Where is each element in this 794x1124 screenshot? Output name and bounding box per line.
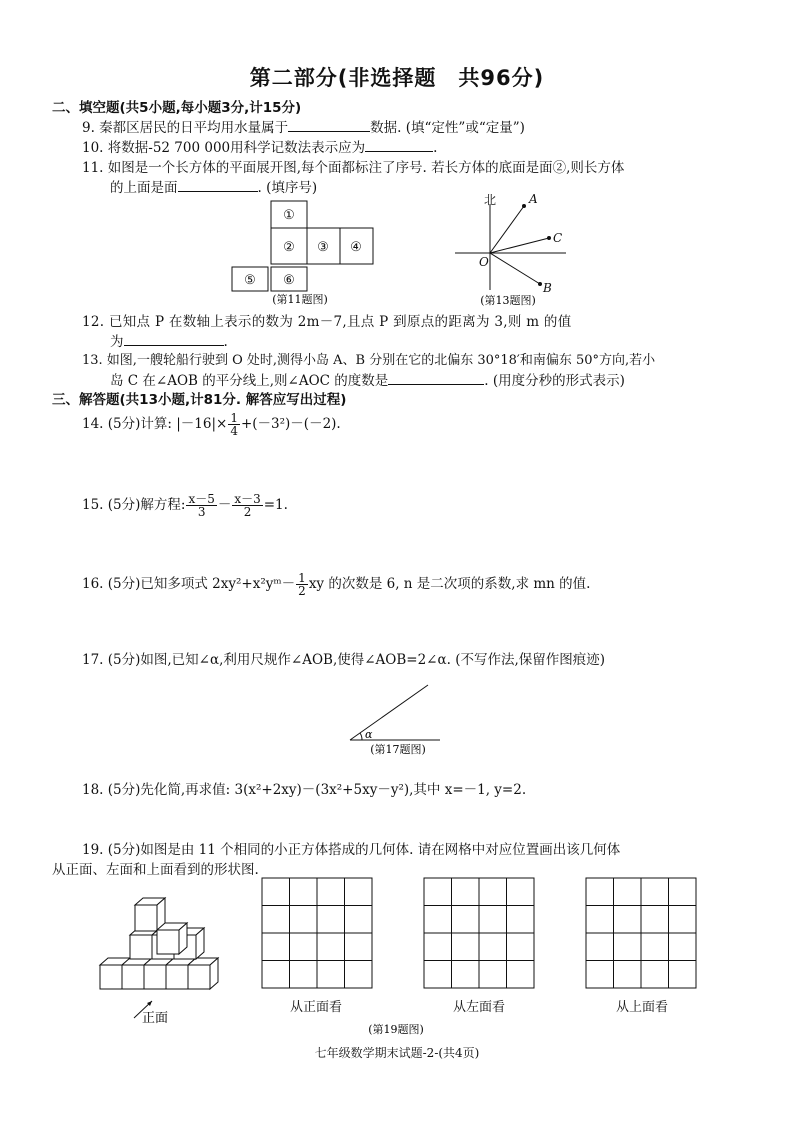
figure-13-caption: (第13题图) — [480, 294, 536, 307]
alpha-label: α — [365, 728, 373, 741]
section2-heading: 二、填空题(共5小题,每小题3分,计15分) — [52, 100, 302, 116]
question-10: 10. 将数据-52 700 000用科学记数法表示应为 . — [82, 140, 438, 156]
question-18: 18. (5分)先化简,再求值: 3(x²+2xy)－(3x²+5xy－y²),其中 x=－1, y=2. — [82, 782, 527, 798]
label-A: A — [529, 192, 538, 206]
label-left-view: 从左面看 — [452, 1000, 506, 1015]
grid-left-view — [424, 878, 534, 988]
point-A — [522, 204, 526, 208]
net-label-4: ④ — [350, 240, 362, 255]
answer-blank-13[interactable] — [388, 372, 484, 385]
figure-17-caption: (第17题图) — [370, 743, 426, 756]
ray-OB — [490, 253, 540, 284]
page-footer: 七年级数学期末试题-2-(共4页) — [314, 1046, 480, 1060]
net-label-6: ⑥ — [283, 273, 295, 288]
point-B — [538, 282, 542, 286]
angle-arc — [360, 733, 362, 740]
question-11-line2: 的上面是面 . (填序号) — [110, 180, 318, 196]
net-label-2: ② — [283, 240, 295, 255]
question-13-line1: 13. 如图,一艘轮船行驶到 O 处时,测得小岛 A、B 分别在它的北偏东 30°18′和南偏东 50°方向,若小 — [82, 353, 656, 368]
question-19-line2: 从正面、左面和上面看到的形状图. — [52, 862, 259, 878]
question-15: 15. (5分)解方程: $\frac{x-5}{3}$ － $\frac{x-3}{2}$ =1. — [82, 492, 288, 519]
grid-front-view — [262, 878, 372, 988]
question-12-line2: 为 . — [110, 334, 228, 350]
page-title: 第二部分(非选择题 共96分) — [249, 66, 545, 90]
question-16: 16. (5分)已知多项式 2xy²+x²yᵐ－ $\frac{1}{2}$ xy 的次数是 6, n 是二次项的系数,求 mn 的值. — [82, 571, 591, 598]
net-label-1: ① — [283, 208, 295, 223]
point-C — [547, 236, 551, 240]
cube-solid — [100, 898, 218, 989]
question-9: 9. 秦都区居民的日平均用水量属于 数据. (填“定性”或“定量”) — [82, 120, 525, 136]
question-11-line1: 11. 如图是一个长方体的平面展开图,每个面都标注了序号. 若长方体的底面是面②,则长方体 — [82, 160, 625, 176]
figure-11-caption: (第11题图) — [272, 293, 328, 306]
net-label-3: ③ — [317, 240, 329, 255]
question-12-line1: 12. 已知点 P 在数轴上表示的数为 2m－7,且点 P 到原点的距离为 3,则 m 的值 — [82, 314, 572, 330]
section3-heading: 三、解答题(共13小题,计81分. 解答应写出过程) — [52, 392, 347, 408]
question-13-line2: 岛 C 在∠AOB 的平分线上,则∠AOC 的度数是 . (用度分秒的形式表示) — [110, 373, 625, 389]
figure-19-caption: (第19题图) — [368, 1023, 424, 1036]
question-17: 17. (5分)如图,已知∠α,利用尺规作∠AOB,使得∠AOB=2∠α. (不写作法,保留作图痕迹) — [82, 652, 606, 668]
label-front-view: 从正面看 — [289, 1000, 343, 1015]
north-label: 北 — [484, 193, 497, 207]
net-label-5: ⑤ — [244, 273, 256, 288]
label-top-view: 从上面看 — [615, 1000, 669, 1015]
question-19-line1: 19. (5分)如图是由 11 个相同的小正方体搭成的几何体. 请在网格中对应位置画出该几何体 — [82, 842, 621, 858]
answer-blank-12[interactable] — [124, 333, 224, 346]
label-C: C — [553, 231, 563, 245]
label-B: B — [543, 281, 552, 295]
angle-ray-oblique — [350, 685, 428, 740]
label-O: O — [479, 255, 489, 269]
grid-top-view — [586, 878, 696, 988]
question-14: 14. (5分)计算: |－16|× $\frac{1}{4}$ +(－3²)－(－2). — [82, 411, 341, 438]
front-label: 正面 — [142, 1011, 169, 1026]
